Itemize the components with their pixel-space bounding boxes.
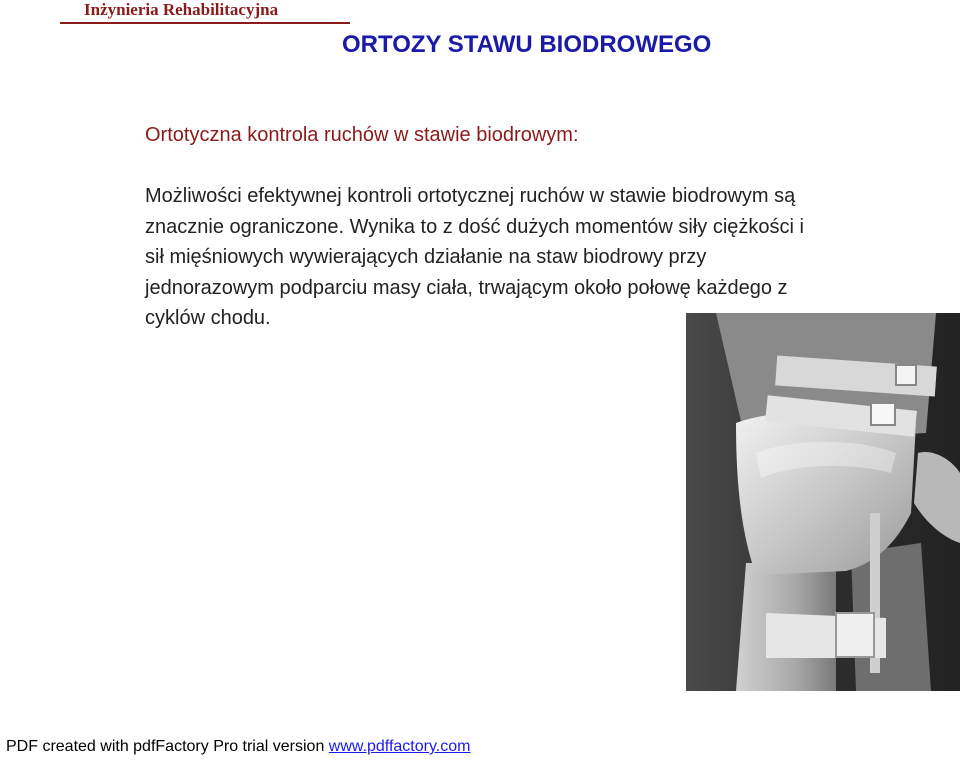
header-underline (60, 22, 350, 24)
body-line: znacznie ograniczone. Wynika to z dość dużych momentów siły ciężkości i (145, 215, 804, 238)
document-header-title: Inżynieria Rehabilitacyjna (84, 0, 279, 19)
hip-orthosis-photo (686, 313, 960, 691)
body-line: cyklów chodu. (145, 307, 271, 330)
body-paragraph (145, 181, 960, 334)
body-line: Możliwości efektywnej kontroli ortotycznej ruchów w stawie biodrowym są (145, 185, 796, 207)
section-subheading: Ortotyczna kontrola ruchów w stawie biodrowym: (145, 124, 579, 146)
body-line: sił mięśniowych wywierających działanie na staw biodrowy przy (145, 246, 707, 269)
pdf-footer (6, 738, 470, 756)
hip-orthosis-illustration (686, 313, 960, 691)
body-line: jednorazowym podparciu masy ciała, trwającym około połowę każdego z (145, 276, 788, 299)
footer-text: PDF created with pdfFactory Pro trial version (6, 738, 329, 755)
page-title: ORTOZY STAWU BIODROWEGO (342, 31, 712, 58)
pdffactory-link[interactable]: www.pdffactory.com (328, 738, 471, 755)
